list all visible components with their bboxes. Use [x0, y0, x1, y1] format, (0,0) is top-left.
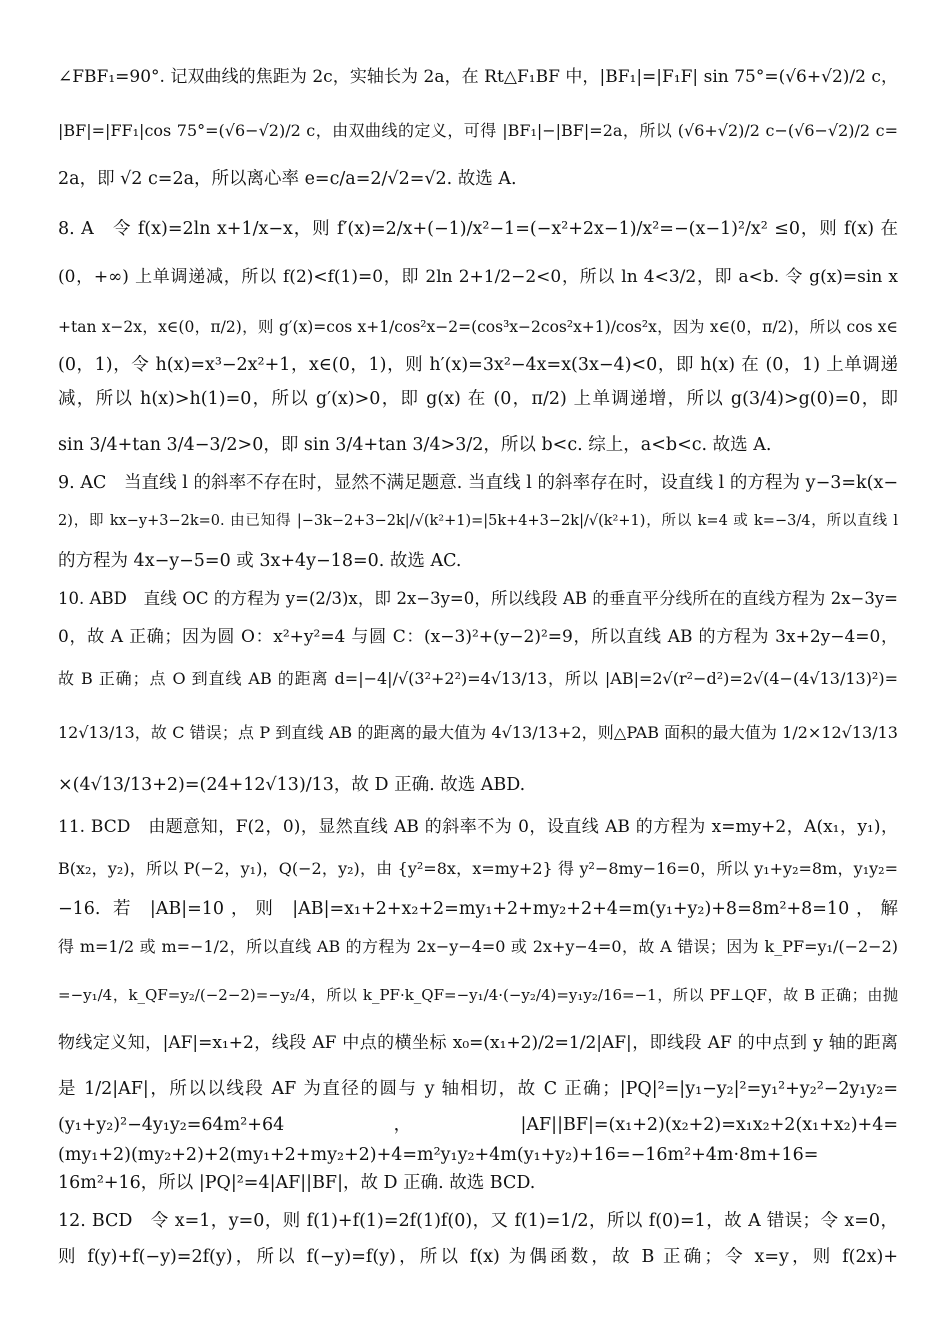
text-line-16: 12√13/13，故 C 错误；点 P 到直线 AB 的距离的最大值为 4√13/13+2，则△PAB 面积的最大值为 1/2×12√13/13 — [58, 723, 898, 742]
text-line-20: −16. 若 |AB|=10，则 |AB|=x₁+2+x₂+2=my₁+2+my₂+2+4=m(y₁+y₂)+8=8m²+8=10，解 — [58, 899, 898, 919]
text-line-9: sin 3/4+tan 3/4−3/2>0，即 sin 3/4+tan 3/4>3/2，所以 b<c. 综上，a<b<c. 故选 A. — [58, 435, 772, 455]
text-line-12: 的方程为 4x−y−5=0 或 3x+4y−18=0. 故选 AC. — [58, 551, 462, 571]
text-line-25: (y₁+y₂)²−4y₁y₂=64m²+64，|AF||BF|=(x₁+2)(x₂+2)=x₁x₂+2(x₁+x₂)+4= — [58, 1115, 898, 1135]
text-line-17: ×(4√13/13+2)=(24+12√13)/13，故 D 正确. 故选 ABD. — [58, 775, 526, 795]
text-line-2: |BF|=|FF₁|cos 75°=(√6−√2)/2 c，由双曲线的定义，可得 |BF₁|−|BF|=2a，所以 (√6+√2)/2 c−(√6−√2)/2 c= — [58, 121, 898, 140]
text-line-5: (0，+∞) 上单调递减，所以 f(2)<f(1)=0，即 2ln 2+1/2−2<0，所以 ln 4<3/2，即 a<b. 令 g(x)=sin x — [58, 267, 898, 287]
text-line-22: =−y₁/4，k_QF=y₂/(−2−2)=−y₂/4，所以 k_PF·k_QF=−y₁/4·(−y₂/4)=y₁y₂/16=−1，所以 PF⊥QF，故 B 正确；由抛 — [58, 986, 898, 1004]
text-line-8: 减，所以 h(x)>h(1)=0，所以 g′(x)>0，即 g(x) 在 (0，π/2) 上单调递增，所以 g(3/4)>g(0)=0，即 — [58, 389, 898, 409]
text-line-21: 得 m=1/2 或 m=−1/2，所以直线 AB 的方程为 2x−y−4=0 或 2x+y−4=0，故 A 错误；因为 k_PF=y₁/(−2−2) — [58, 937, 898, 956]
text-line-7: (0，1)，令 h(x)=x³−2x²+1，x∈(0，1)，则 h′(x)=3x²−4x=x(3x−4)<0，即 h(x) 在 (0，1) 上单调递 — [58, 355, 898, 375]
text-line-28: 12. BCD 令 x=1，y=0，则 f(1)+f(1)=2f(1)f(0)，又 f(1)=1/2，所以 f(0)=1，故 A 错误；令 x=0， — [58, 1211, 898, 1231]
text-line-19: B(x₂，y₂)，所以 P(−2，y₁)，Q(−2，y₂)，由 {y²=8x，x=my+2} 得 y²−8my−16=0，所以 y₁+y₂=8m，y₁y₂= — [58, 859, 898, 878]
text-line-14: 0，故 A 正确；因为圆 O：x²+y²=4 与圆 C：(x−3)²+(y−2)²=9，所以直线 AB 的方程为 3x+2y−4=0， — [58, 627, 898, 647]
text-line-18: 11. BCD 由题意知，F(2，0)，显然直线 AB 的斜率不为 0，设直线 AB 的方程为 x=my+2，A(x₁，y₁)， — [58, 817, 898, 837]
text-line-27: 16m²+16，所以 |PQ|²=4|AF||BF|，故 D 正确. 故选 BCD. — [58, 1173, 536, 1193]
text-line-23: 物线定义知，|AF|=x₁+2，线段 AF 中点的横坐标 x₀=(x₁+2)/2=1/2|AF|，即线段 AF 的中点到 y 轴的距离 — [58, 1033, 898, 1053]
text-line-13: 10. ABD 直线 OC 的方程为 y=(2/3)x，即 2x−3y=0，所以线段 AB 的垂直平分线所在的直线方程为 2x−3y= — [58, 589, 898, 608]
text-line-3: 2a，即 √2 c=2a，所以离心率 e=c/a=2/√2=√2. 故选 A. — [58, 169, 517, 189]
text-line-15: 故 B 正确；点 O 到直线 AB 的距离 d=|−4|/√(3²+2²)=4√13/13，所以 |AB|=2√(r²−d²)=2√(4−(4√13/13)²)= — [58, 669, 898, 688]
text-line-6: +tan x−2x，x∈(0，π/2)，则 g′(x)=cos x+1/cos²x−2=(cos³x−2cos²x+1)/cos²x，因为 x∈(0，π/2)，所以 cos x∈ — [58, 318, 898, 336]
text-line-24: 是 1/2|AF|，所以以线段 AF 为直径的圆与 y 轴相切，故 C 正确；|PQ|²=|y₁−y₂|²=y₁²+y₂²−2y₁y₂= — [58, 1079, 898, 1099]
text-line-26: (my₁+2)(my₂+2)+2(my₁+2+my₂+2)+4=m²y₁y₂+4m(y₁+y₂)+16=−16m²+4m·8m+16= — [58, 1145, 819, 1165]
text-line-4: 8. A 令 f(x)=2ln x+1/x−x，则 f′(x)=2/x+(−1)/x²−1=(−x²+2x−1)/x²=−(x−1)²/x² ≤0，则 f(x) 在 — [58, 219, 898, 239]
text-line-29: 则 f(y)+f(−y)=2f(y)，所以 f(−y)=f(y)，所以 f(x) 为偶函数，故 B 正确；令 x=y，则 f(2x)+ — [58, 1247, 898, 1267]
text-line-11: 2)，即 kx−y+3−2k=0. 由已知得 |−3k−2+3−2k|/√(k²+1)=|5k+4+3−2k|/√(k²+1)，所以 k=4 或 k=−3/4，所以直线 l — [58, 513, 898, 529]
text-line-1: ∠FBF₁=90°. 记双曲线的焦距为 2c，实轴长为 2a，在 Rt△F₁BF 中，|BF₁|=|F₁F| sin 75°=(√6+√2)/2 c， — [58, 67, 898, 87]
text-line-10: 9. AC 当直线 l 的斜率不存在时，显然不满足题意. 当直线 l 的斜率存在时，设直线 l 的方程为 y−3=k(x− — [58, 473, 898, 493]
